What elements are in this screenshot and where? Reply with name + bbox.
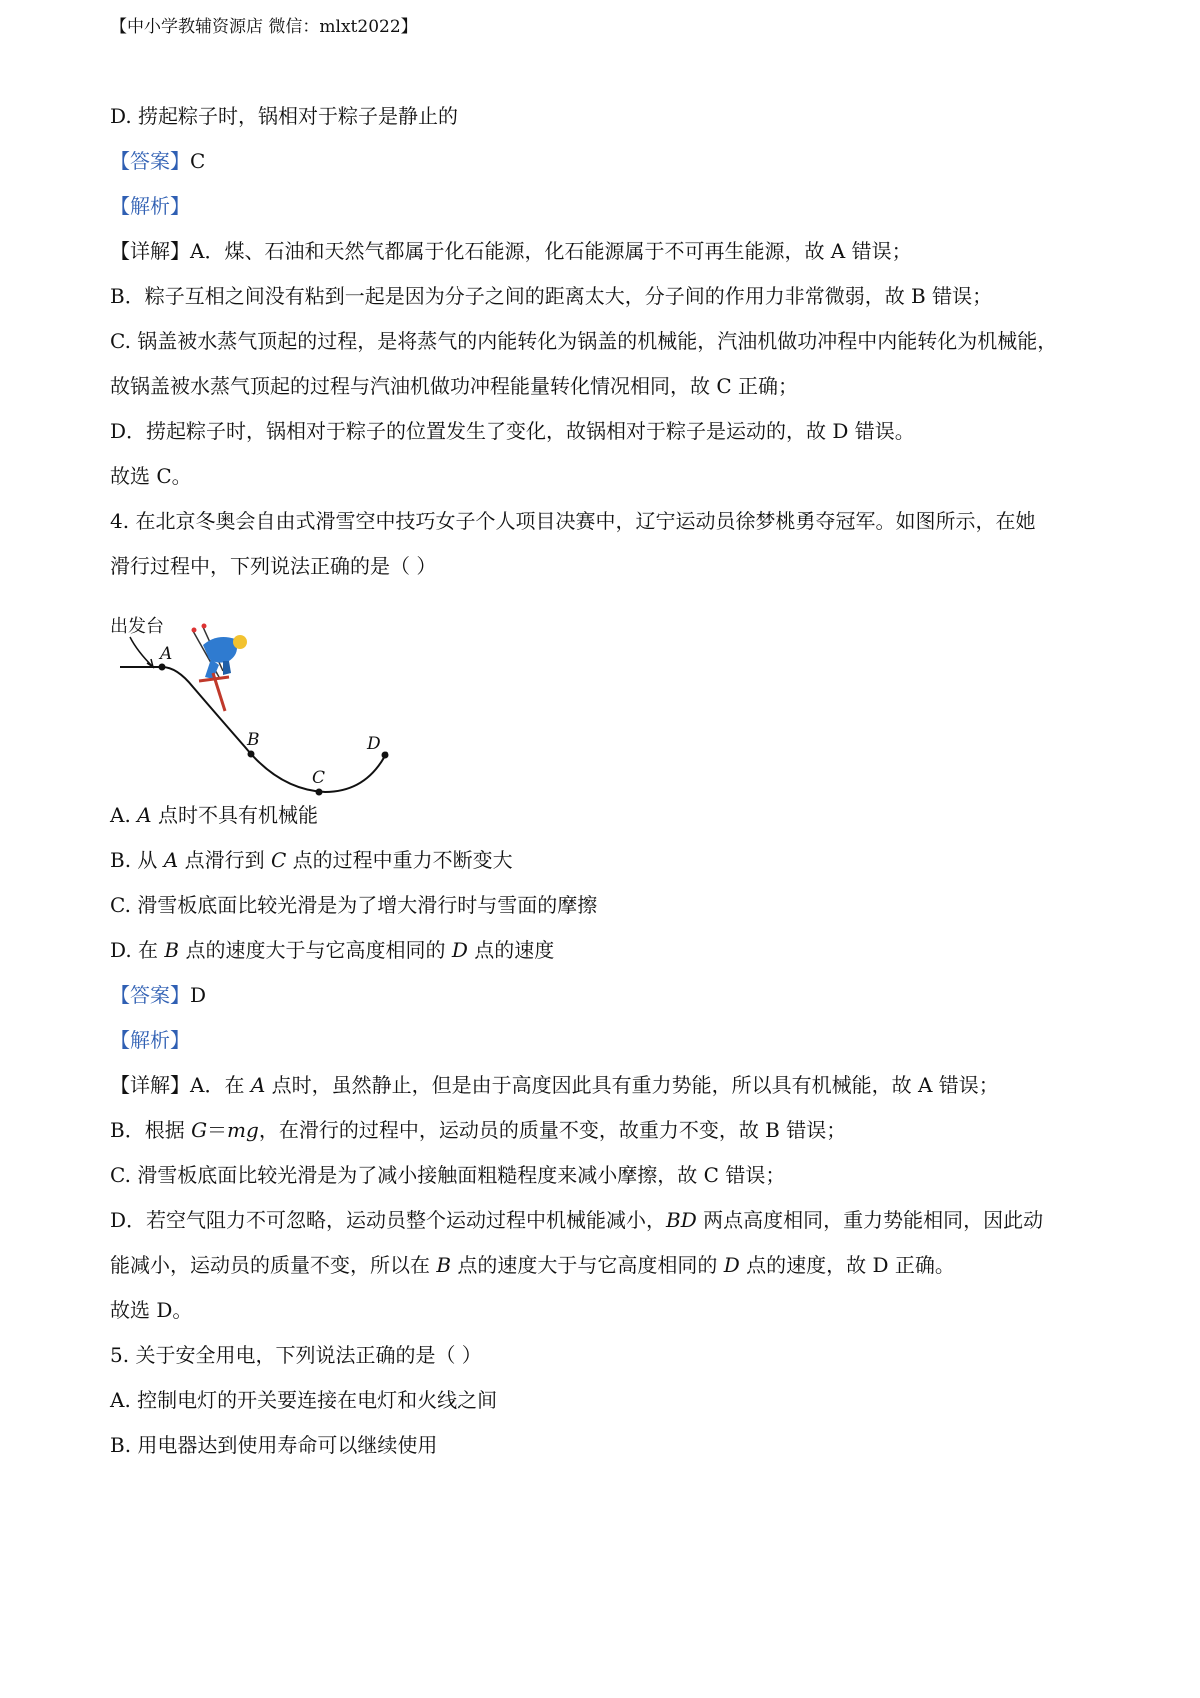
opt-a-prefix: A. — [110, 803, 138, 827]
q5-option-a: A. 控制电灯的开关要连接在电灯和火线之间 — [110, 1388, 498, 1412]
point-a-marker — [159, 664, 166, 671]
opt-b-var1: A — [163, 848, 179, 872]
q3-detail-a — [110, 239, 912, 263]
detail-b-post: ，在滑行的过程中，运动员的质量不变，故重力不变，故 B 错误； — [258, 1118, 847, 1142]
skier-icon — [192, 624, 248, 712]
opt-d-var2: D — [451, 938, 468, 962]
platform-arrow — [130, 637, 153, 667]
detail-d1-pre: D．若空气阻力不可忽略，运动员整个运动过程中机械能减小， — [110, 1208, 667, 1232]
answer-value: C — [190, 149, 206, 173]
opt-b-rest: 点的过程中重力不断变大 — [286, 848, 513, 872]
detail-tag: 【详解】 — [110, 239, 190, 263]
q3-detail-c2: 故锅盖被水蒸气顶起的过程与汽油机做功冲程能量转化情况相同，故 C 正确； — [110, 374, 799, 398]
point-d-label: D — [367, 734, 381, 754]
q5-option-b: B. 用电器达到使用寿命可以继续使用 — [110, 1433, 438, 1457]
answer-tag: 【答案】 — [110, 149, 190, 173]
q4-conclusion: 故选 D。 — [110, 1298, 193, 1322]
q4-option-d — [110, 938, 554, 962]
q4-analysis-tag: 【解析】 — [110, 1028, 190, 1052]
opt-d-prefix: D. 在 — [110, 938, 165, 962]
ski-track-figure — [105, 615, 435, 815]
point-b-label: B — [247, 730, 260, 750]
detail-d1-var: BD — [666, 1208, 697, 1232]
opt-d-var1: B — [164, 938, 180, 962]
detail-a-post: 点时，虽然静止，但是由于高度因此具有重力势能，所以具有机械能，故 A 错误； — [265, 1073, 999, 1097]
detail-d2-mid: 点的速度大于与它高度相同的 — [451, 1253, 724, 1277]
q3-detail-d: D．捞起粽子时，锅相对于粽子的位置发生了变化，故锅相对于粽子是运动的，故 D 错误。 — [110, 419, 915, 443]
opt-d-mid: 点的速度大于与它高度相同的 — [179, 938, 452, 962]
opt-a-var: A — [137, 803, 152, 827]
q3-answer — [110, 149, 205, 173]
formula-mg: mg — [227, 1118, 259, 1142]
opt-b-prefix: B. 从 — [110, 848, 164, 872]
detail-b-pre: B．根据 — [110, 1118, 192, 1142]
q3-conclusion: 故选 C。 — [110, 464, 192, 488]
q3-option-d: D. 捞起粽子时，锅相对于粽子是静止的 — [110, 104, 459, 128]
q3-analysis-tag: 【解析】 — [110, 194, 190, 218]
q4-detail-b — [110, 1118, 846, 1142]
q4-detail-d-line1 — [110, 1208, 1043, 1232]
point-c-label: C — [312, 768, 326, 788]
detail-d2-post: 点的速度，故 D 正确。 — [739, 1253, 955, 1277]
detail-tag: 【详解】 — [110, 1073, 190, 1097]
detail-d1-post: 两点高度相同，重力势能相同，因此动 — [696, 1208, 1044, 1232]
q4-option-b — [110, 848, 513, 872]
detail-d2-var2: D — [723, 1253, 740, 1277]
detail-a-pre: A．在 — [190, 1073, 251, 1097]
q3-detail-c1: C. 锅盖被水蒸气顶起的过程，是将蒸气的内能转化为锅盖的机械能，汽油机做功冲程中内能转化为机械能， — [110, 329, 1058, 353]
detail-d2-var1: B — [436, 1253, 452, 1277]
point-d-marker — [382, 752, 389, 759]
page-header: 【中小学教辅资源店 微信：mlxt2022】 — [110, 17, 418, 37]
opt-b-mid: 点滑行到 — [178, 848, 271, 872]
point-b-marker — [248, 751, 255, 758]
opt-a-rest: 点时不具有机械能 — [151, 803, 318, 827]
q4-option-c: C. 滑雪板底面比较光滑是为了增大滑行时与雪面的摩擦 — [110, 893, 598, 917]
formula-eq: ＝ — [207, 1118, 228, 1142]
platform-label: 出发台 — [110, 616, 164, 637]
q4-detail-c: C. 滑雪板底面比较光滑是为了减小接触面粗糙程度来减小摩擦，故 C 错误； — [110, 1163, 786, 1187]
detail-a-var: A — [250, 1073, 266, 1097]
formula-g: G — [191, 1118, 208, 1142]
opt-d-rest: 点的速度 — [467, 938, 555, 962]
q4-option-a — [110, 803, 318, 827]
q4-detail-d-line2 — [110, 1253, 955, 1277]
opt-b-var2: C — [270, 848, 287, 872]
q4-answer — [110, 983, 206, 1007]
q4-detail-a — [110, 1073, 999, 1097]
point-a-label: A — [160, 644, 173, 664]
q5-stem: 5. 关于安全用电，下列说法正确的是（ ） — [110, 1343, 482, 1367]
detail-a-text: A．煤、石油和天然气都属于化石能源，化石能源属于不可再生能源，故 A 错误； — [190, 239, 912, 263]
q3-detail-b: B．粽子互相之间没有粘到一起是因为分子之间的距离太大，分子间的作用力非常微弱，故 B 错误； — [110, 284, 993, 308]
answer-value: D — [190, 983, 207, 1007]
q4-stem-line2: 滑行过程中，下列说法正确的是（ ） — [110, 554, 437, 578]
detail-d2-pre: 能减小，运动员的质量不变，所以在 — [110, 1253, 437, 1277]
answer-tag: 【答案】 — [110, 983, 190, 1007]
q4-stem-line1: 4. 在北京冬奥会自由式滑雪空中技巧女子个人项目决赛中，辽宁运动员徐梦桃勇夺冠军。如图所示，在她 — [110, 509, 1036, 533]
point-c-marker — [316, 789, 323, 796]
